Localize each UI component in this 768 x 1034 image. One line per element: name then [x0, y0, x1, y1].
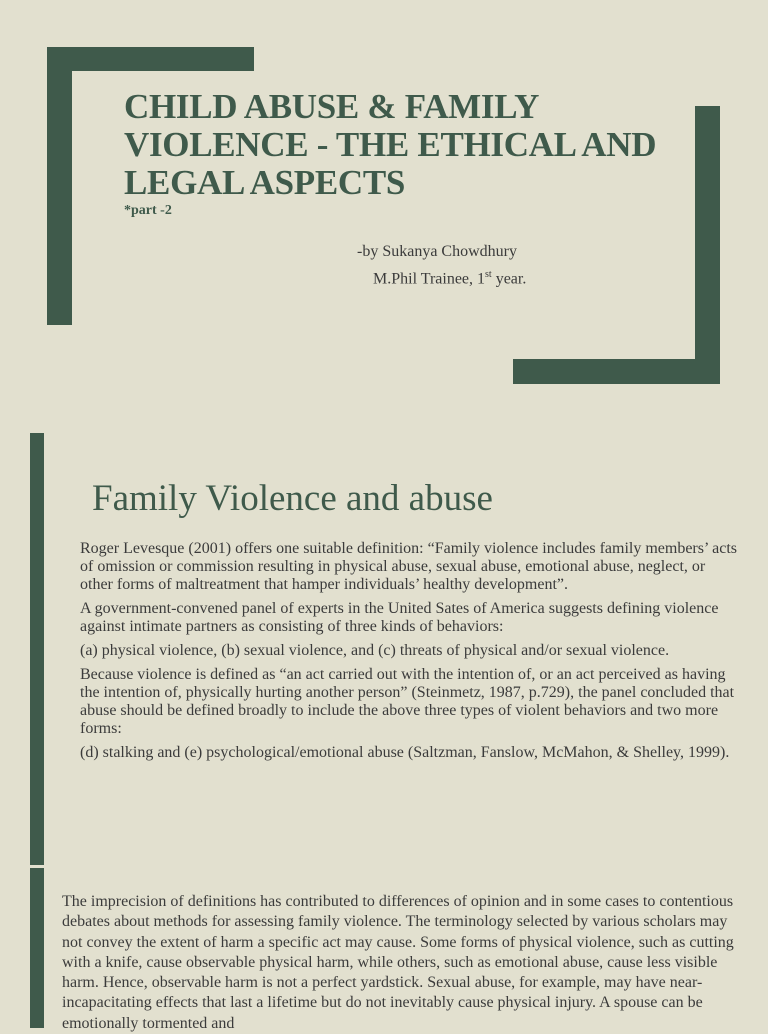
paragraph-definition: Roger Levesque (2001) offers one suitable definition: “Family violence includes family members’ acts of omission or commission resulting in physical abuse, sexual abuse, emotional abuse, neglect, or other forms of maltreatment that hamper individuals’ healthy development”. — [80, 540, 737, 593]
slide-subtitle: *part -2 — [124, 203, 172, 218]
paragraph-panel: A government-convened panel of experts in the United Sates of America suggests defining violence against intimate partners as consisting of three kinds of behaviors: — [80, 600, 719, 635]
frame-right-bar — [695, 106, 720, 384]
slide-title: CHILD ABUSE & FAMILY VIOLENCE - THE ETHICAL AND LEGAL ASPECTS — [124, 87, 657, 202]
affiliation-suffix: year. — [491, 270, 527, 288]
paragraph-violence-definition: Because violence is defined as “an act carried out with the intention of, or an act perceived as having the intention of, physically hurting another person” (Steinmetz, 1987, p.729), the panel concluded that abuse should be defined broadly to include the above three types of violent behaviors and two more forms: — [80, 666, 735, 737]
slide3-accent-bar — [30, 868, 44, 1028]
slide3-paragraph: The imprecision of definitions has contributed to differences of opinion and in some cases to contentious debates about methods for assessing family violence. The terminology selected by various scholars may not convey the extent of harm a specific act may cause. Some forms of physical violence, such as cutting with a knife, cause observable physical harm, while others, such as emotional abuse, cause less visible harm. Hence, observable harm is not a perfect yardstick. Sexual abuse, for example, may have near-incapacitating effects that last a lifetime but do not inevitably cause physical injury. A spouse can be emotionally tormented and — [62, 893, 734, 1032]
affiliation-line — [357, 263, 526, 290]
affiliation-sup: st — [485, 269, 492, 280]
author-line: -by Sukanya Chowdhury — [357, 243, 517, 260]
section-body — [80, 540, 740, 768]
affiliation-prefix: M.Phil Trainee, 1 — [373, 270, 486, 288]
paragraph-list-de: (d) stalking and (e) psychological/emotional abuse (Saltzman, Fanslow, McMahon, & Shelley, 1999). — [80, 744, 730, 761]
author-block — [357, 240, 526, 290]
slide2-accent-bar — [30, 433, 44, 865]
paragraph-list-abc: (a) physical violence, (b) sexual violence, and (c) threats of physical and/or sexual violence. — [80, 642, 670, 659]
frame-left-bar — [47, 47, 72, 325]
frame-bottom-bar — [513, 359, 720, 384]
section-heading: Family Violence and abuse — [92, 478, 493, 519]
frame-top-bar — [47, 47, 254, 71]
